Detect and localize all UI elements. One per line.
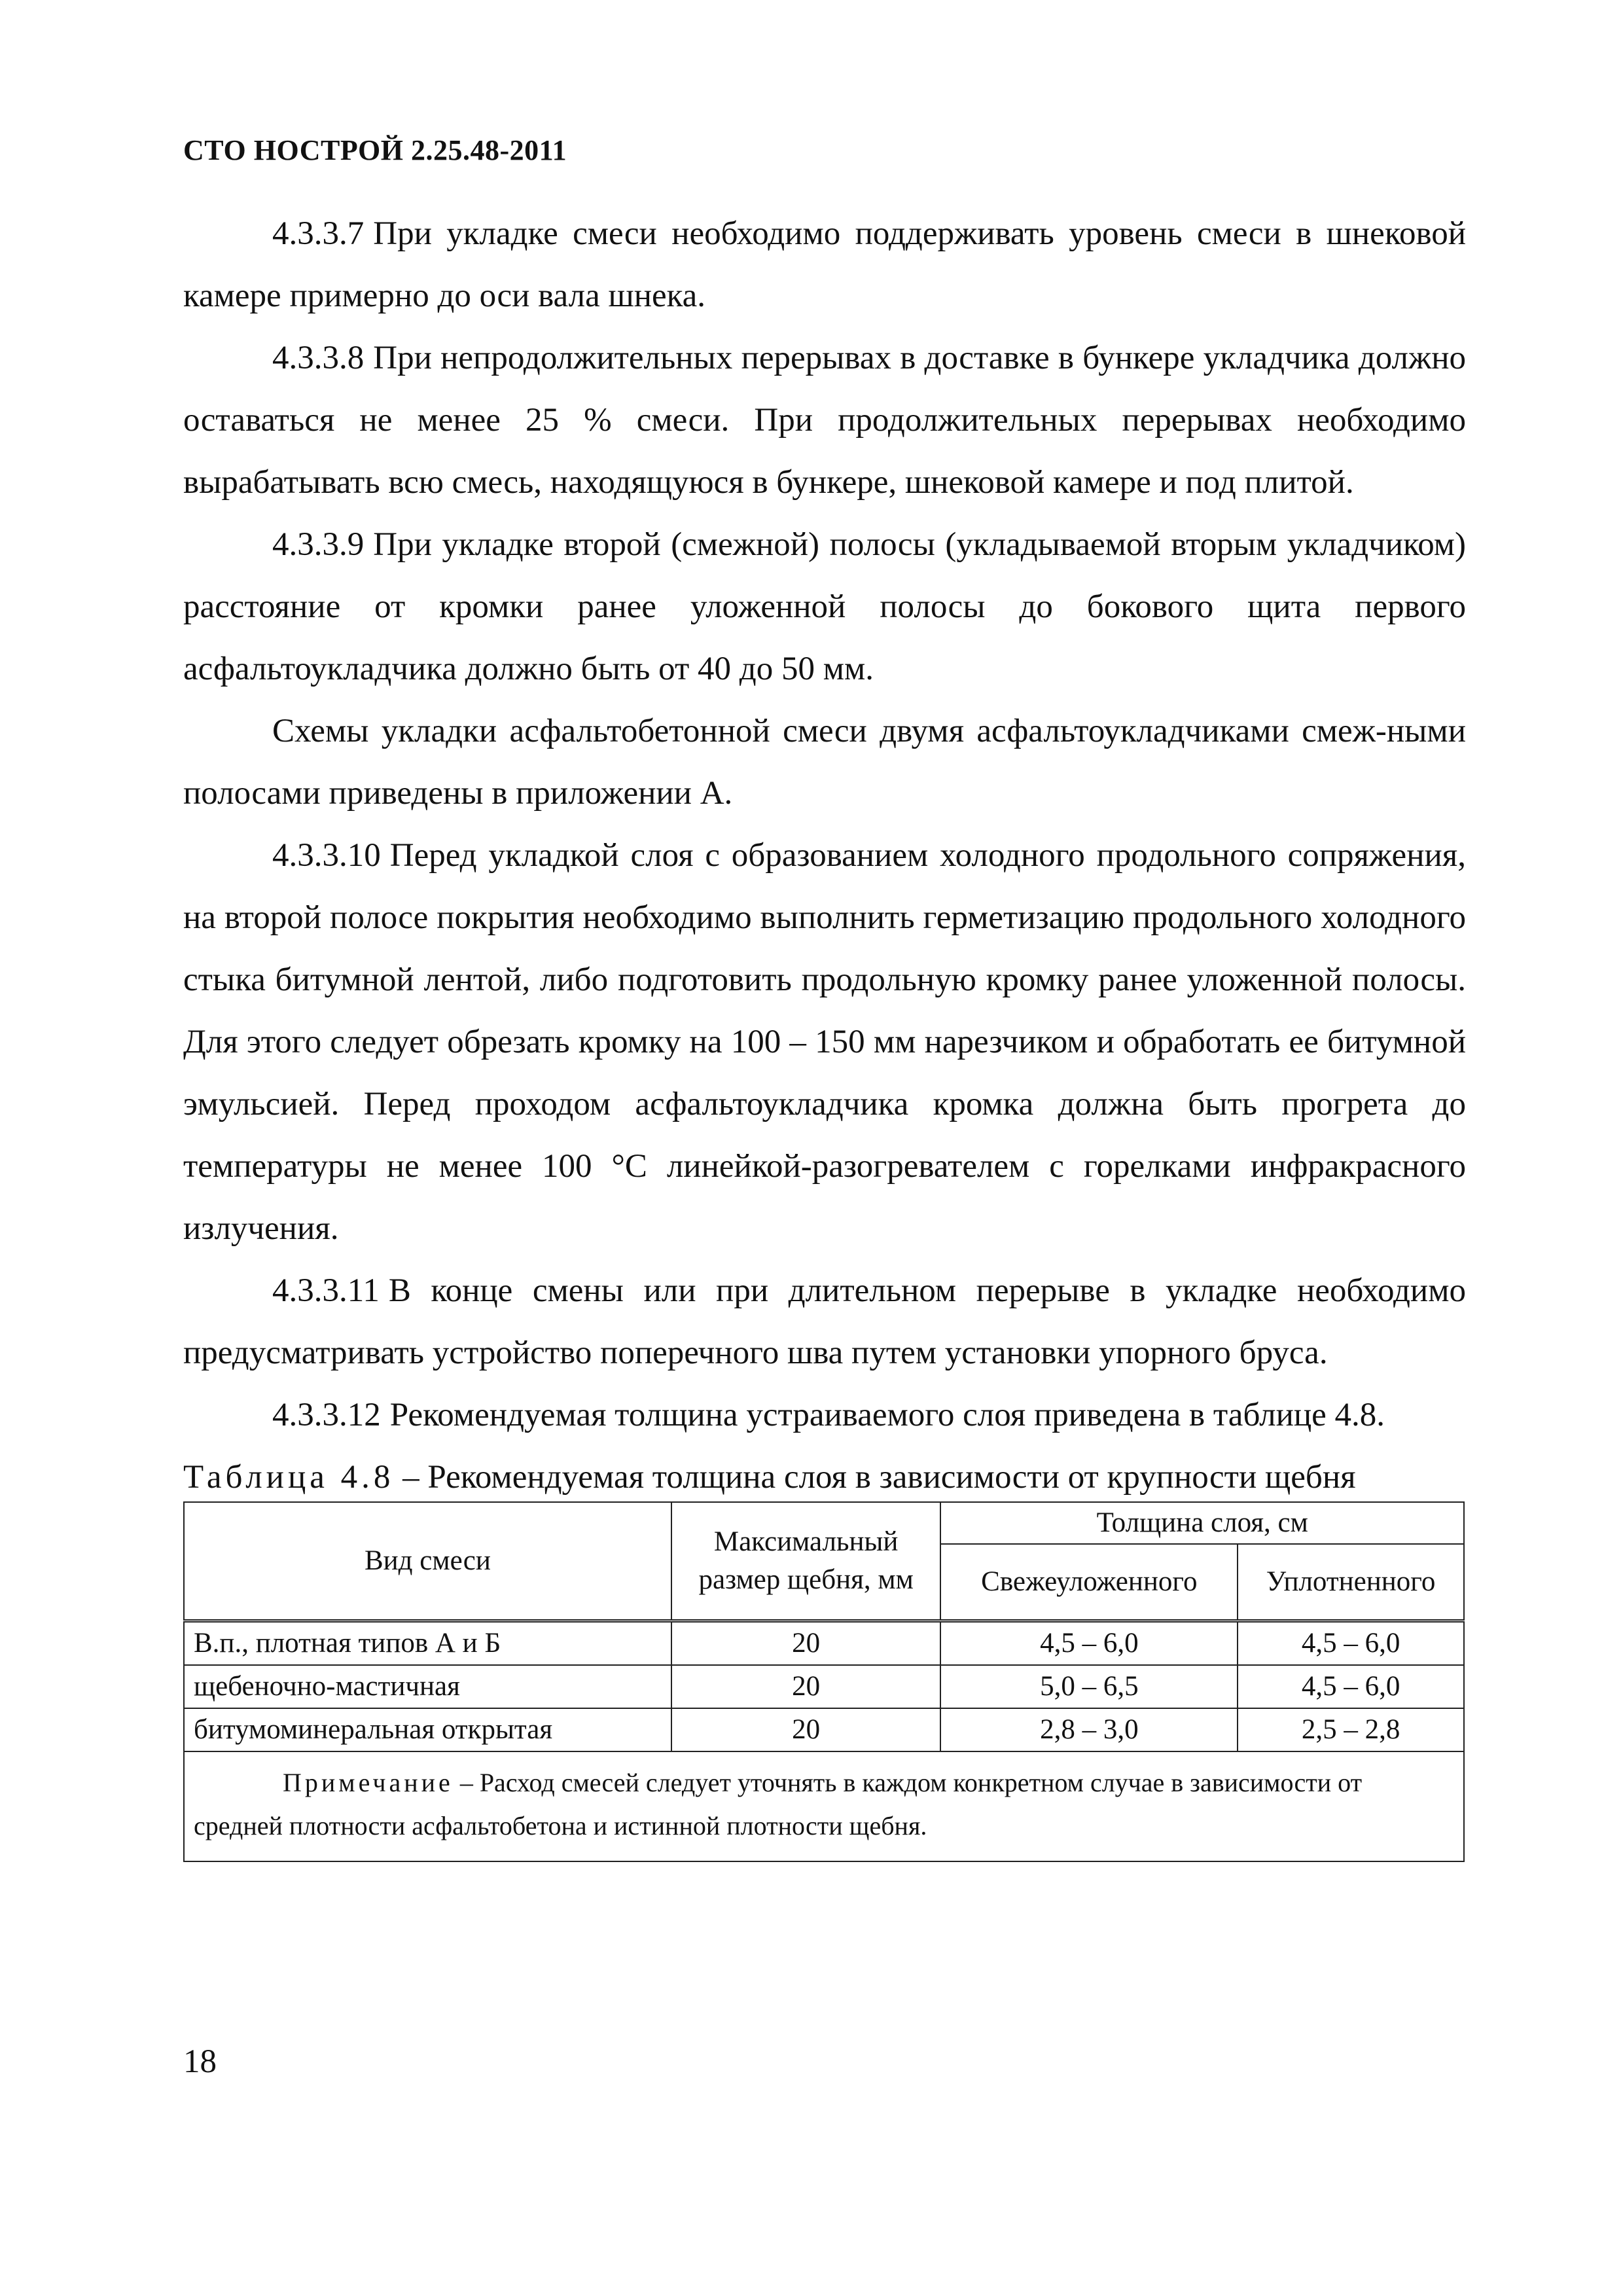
table-row (184, 1621, 1464, 1666)
paragraph-4-3-3-7 (183, 203, 1466, 327)
cell-size: 20 (671, 1621, 941, 1666)
paragraph-text: При укладке смеси необходимо поддерживать уровень смеси в шнековой камере примерно до оси вала шнека. (183, 215, 1466, 314)
cell-size: 20 (671, 1665, 941, 1708)
clause-number: 4.3.3.7 (272, 215, 365, 252)
cell-mix: щебеночно-мастичная (184, 1665, 671, 1708)
paragraph-text: Рекомендуемая толщина устраиваемого слоя приведена в таблице 4.8. (389, 1397, 1385, 1433)
clause-number: 4.3.3.9 (272, 526, 365, 563)
header-mix-type: Вид смеси (184, 1502, 671, 1621)
paragraph-schemes (183, 700, 1466, 825)
header-fresh: Свежеуложенного (940, 1544, 1238, 1621)
paragraph-text: Схемы укладки асфальтобетонной смеси двумя асфальтоукладчиками смеж-ными полосами приведены в приложении А. (183, 713, 1466, 812)
clause-number: 4.3.3.11 (272, 1272, 380, 1309)
table-row (184, 1665, 1464, 1708)
table-caption-text: – Рекомендуемая толщина слоя в зависимости от крупности щебня (394, 1459, 1356, 1496)
clause-number: 4.3.3.8 (272, 340, 365, 376)
paragraph-4-3-3-10 (183, 825, 1466, 1260)
cell-mix: В.п., плотная типов А и Б (184, 1621, 671, 1666)
paragraph-4-3-3-8 (183, 327, 1466, 514)
paragraph-text: При непродолжительных перерывах в доставке в бункере укладчика должно оставаться не менее 25 % смеси. При продолжительных перерывах необходимо вырабатывать всю смесь, находящуюся в бункере, шнековой камере и под плитой. (183, 340, 1466, 501)
cell-fresh: 5,0 – 6,5 (940, 1665, 1238, 1708)
table-row (184, 1708, 1464, 1751)
thickness-table (183, 1501, 1465, 1862)
clause-number: 4.3.3.12 (272, 1397, 381, 1433)
clause-number: 4.3.3.10 (272, 837, 381, 874)
paragraph-text: Перед укладкой слоя с образованием холодного продольного сопряжения, на второй полосе покрытия необходимо выполнить герметизацию продольного холодного стыка битумной лентой, либо подготовить продольную кромку ранее уложенной полосы. Для этого следует обрезать кромку на 100 – 150 мм нарезчиком и обработать ее битумной эмульсией. Перед проходом асфальтоукладчика кромка должна быть прогрета до температуры не менее 100 °С линейкой-разогревателем с горелками инфракрасного излучения. (183, 837, 1466, 1247)
table-note (184, 1751, 1464, 1861)
page-number: 18 (183, 2043, 217, 2080)
table-caption-label: Таблица 4.8 (183, 1459, 395, 1496)
cell-fresh: 2,8 – 3,0 (940, 1708, 1238, 1751)
paragraph-text: В конце смены или при длительном перерыве в укладке необходимо предусматривать устройство поперечного шва путем установки упорного бруса. (183, 1272, 1466, 1371)
cell-mix: битумоминеральная открытая (184, 1708, 671, 1751)
cell-compacted: 2,5 – 2,8 (1238, 1708, 1464, 1751)
table-caption (183, 1454, 1466, 1500)
document-header: СТО НОСТРОЙ 2.25.48-2011 (183, 134, 567, 166)
header-max-size: Максимальный размер щебня, мм (671, 1502, 941, 1621)
document-page (183, 131, 1466, 1862)
paragraph-4-3-3-9 (183, 514, 1466, 700)
paragraph-4-3-3-11 (183, 1260, 1466, 1384)
note-label: Примечание (283, 1768, 454, 1797)
header-compacted: Уплотненного (1238, 1544, 1464, 1621)
note-text: – Расход смесей следует уточнять в каждом конкретном случае в зависимости от средней плотности асфальтобетона и истинной плотности щебня. (194, 1768, 1363, 1840)
cell-compacted: 4,5 – 6,0 (1238, 1621, 1464, 1666)
paragraph-4-3-3-12 (183, 1384, 1466, 1446)
cell-fresh: 4,5 – 6,0 (940, 1621, 1238, 1666)
header-thickness: Толщина слоя, см (940, 1502, 1464, 1544)
cell-compacted: 4,5 – 6,0 (1238, 1665, 1464, 1708)
paragraph-text: При укладке второй (смежной) полосы (укладываемой вторым укладчиком) расстояние от кромки ранее уложенной полосы до бокового щита первого асфальтоукладчика должно быть от 40 до 50 мм. (183, 526, 1466, 687)
cell-size: 20 (671, 1708, 941, 1751)
